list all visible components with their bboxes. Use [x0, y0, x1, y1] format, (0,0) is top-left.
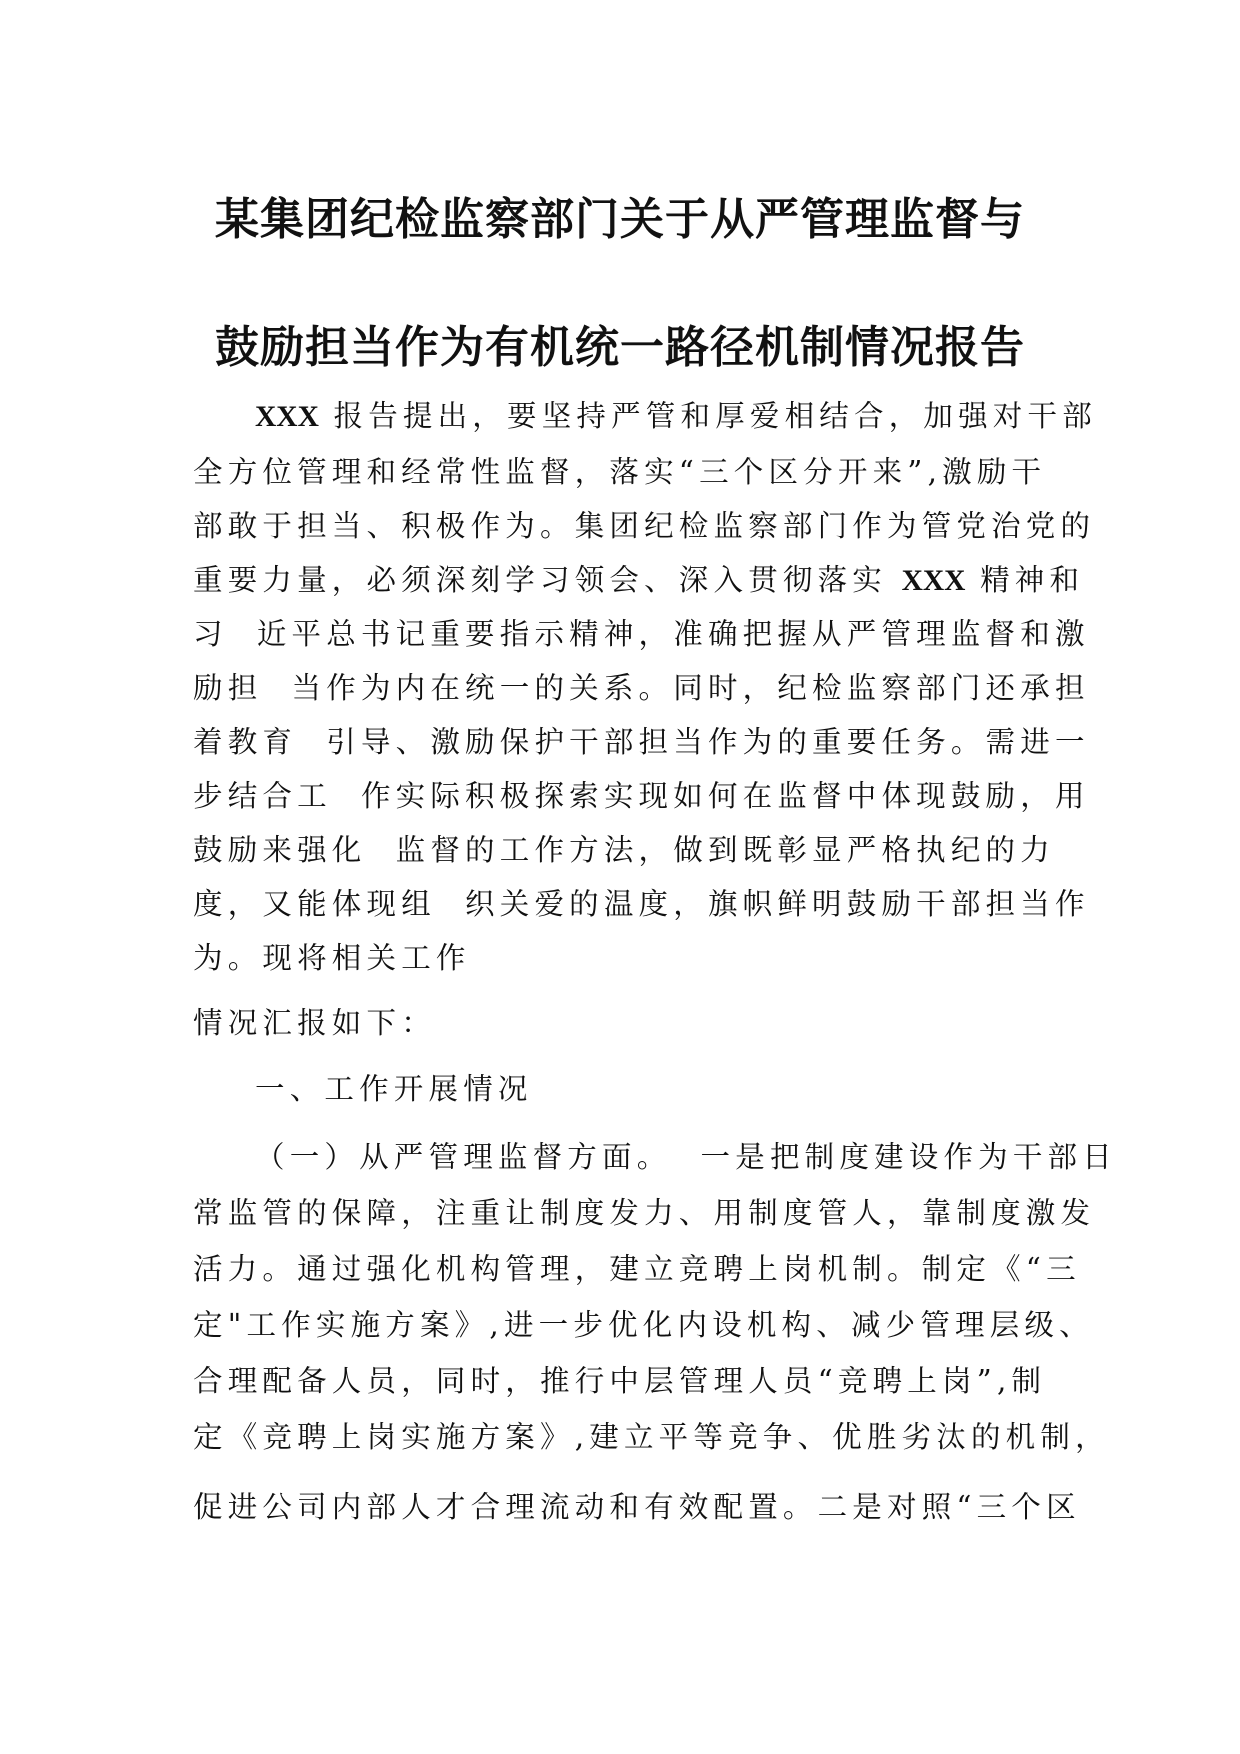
paragraph-line: 习 近平总书记重要指示精神，准确把握从严管理监督和激: [193, 617, 1090, 651]
paragraph-line: 活力。通过强化机构管理，建立竞聘上岗机制。制定《“三: [193, 1252, 1081, 1286]
paragraph-line: 鼓励来强化 监督的工作方法，做到既彰显严格执纪的力: [193, 833, 1055, 867]
highlighted-term: XXX: [255, 401, 319, 433]
document-title-line-1: 某集团纪检监察部门关于从严管理监督与: [215, 194, 1025, 245]
paragraph-line: 常监管的保障，注重让制度发力、用制度管人，靠制度激发: [193, 1196, 1096, 1230]
paragraph-line-text: 重要力量，必须深刻学习领会、深入贯彻落实: [193, 563, 902, 597]
paragraph-line: 定"工作实施方案》,进一步优化内设机构、减少管理层级、: [193, 1308, 1094, 1342]
paragraph-line: 情况汇报如下：: [193, 1006, 436, 1040]
paragraph-line: 合理配备人员，同时，推行中层管理人员“竞聘上岗”,制: [193, 1364, 1047, 1398]
paragraph-line: 全方位管理和经常性监督，落实“三个区分开来”,激励干: [193, 455, 1047, 489]
paragraph-line: 促进公司内部人才合理流动和有效配置。二是对照“三个区: [193, 1490, 1081, 1524]
paragraph-line-text: 精神和: [965, 563, 1085, 597]
document-title-line-2: 鼓励担当作为有机统一路径机制情况报告: [215, 322, 1025, 373]
paragraph-line-text: [193, 563, 1084, 597]
paragraph-line-text: 报告提出，要坚持严管和厚爱相结合，加强对干部: [318, 399, 1097, 433]
paragraph-line: [255, 396, 1097, 437]
paragraph-line: （一）从严管理监督方面。 一是把制度建设作为干部日: [255, 1140, 1117, 1174]
paragraph-line: 励担 当作为内在统一的关系。同时，纪检监察部门还承担: [193, 671, 1090, 705]
paragraph-line: 着教育 引导、激励保护干部担当作为的重要任务。需进一: [193, 725, 1090, 759]
highlighted-term: XXX: [901, 565, 966, 597]
paragraph-line: 部敢于担当、积极作为。集团纪检监察部门作为管党治党的: [193, 509, 1096, 543]
paragraph-line: 步结合工 作实际积极探索实现如何在监督中体现鼓励，用: [193, 779, 1090, 813]
paragraph-line: 定《竞聘上岗实施方案》,建立平等竞争、优胜劣汰的机制，: [193, 1420, 1110, 1454]
paragraph-line: 为。现将相关工作: [193, 941, 471, 975]
section-heading: 一、工作开展情况: [255, 1072, 533, 1106]
paragraph-line: 度，又能体现组 织关爱的温度，旗帜鲜明鼓励干部担当作: [193, 887, 1090, 921]
paragraph-line: [193, 560, 1084, 601]
